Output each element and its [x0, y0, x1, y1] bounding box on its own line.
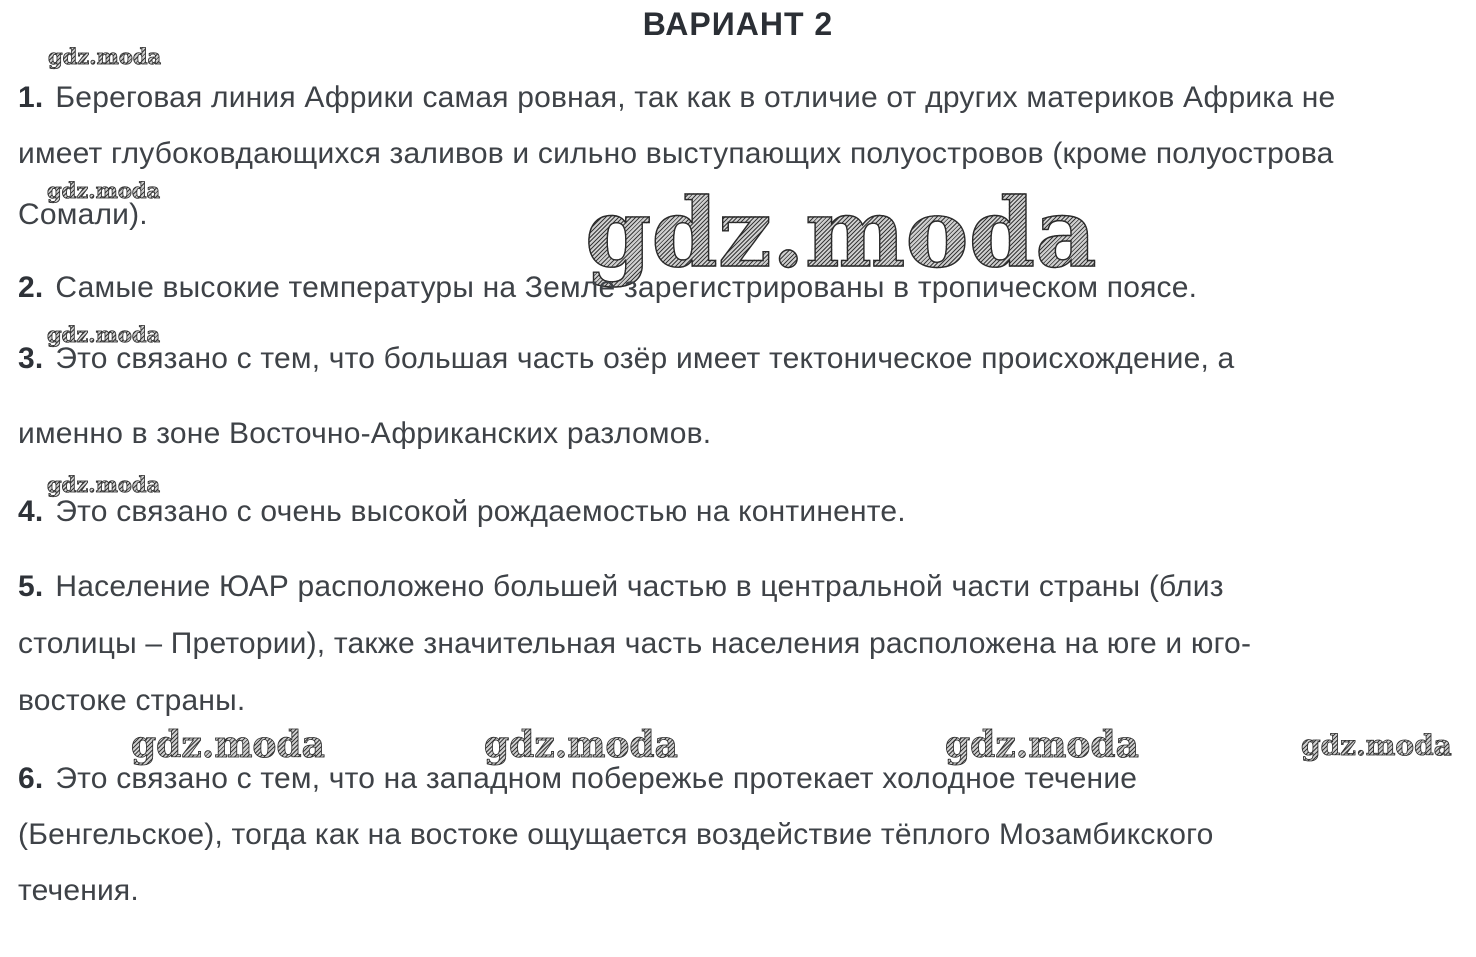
answer-line: [18, 570, 1224, 604]
answer-text: имеет глубоковдающихся заливов и сильно выступающих полуостровов (кроме полуострова: [18, 137, 1334, 170]
answer-text: Население ЮАР расположено большей частью в центральной части страны (близ: [55, 570, 1224, 603]
gdz-moda-watermark: gdz.moda: [1301, 729, 1452, 762]
answer-number: 4.: [18, 495, 44, 528]
gdz-moda-watermark: gdz.moda: [48, 44, 162, 69]
answer-text: Это связано с тем, что на западном побережье протекает холодное течение: [55, 762, 1138, 795]
gdz-moda-watermark: gdz.moda: [47, 178, 161, 203]
gdz-moda-watermark: gdz.moda: [47, 472, 161, 497]
page-title: ВАРИАНТ 2: [642, 6, 834, 42]
answer-number: 2.: [18, 271, 44, 304]
gdz-moda-watermark: gdz.moda: [484, 724, 678, 766]
answer-number: 3.: [18, 342, 44, 375]
answer-text: столицы – Претории), также значительная часть населения расположена на юге и юго-: [18, 627, 1252, 660]
answer-line: [18, 81, 1335, 115]
answer-text: Сомали).: [18, 198, 148, 231]
answer-text: Самые высокие температуры на Земле зарегистрированы в тропическом поясе.: [55, 271, 1198, 304]
gdz-moda-watermark: gdz.moda: [47, 322, 161, 347]
answer-line: [18, 271, 1197, 305]
answer-text: Это связано с тем, что большая часть озёр имеет тектоническое происхождение, а: [55, 342, 1235, 375]
gdz-moda-watermark: gdz.moda: [945, 724, 1139, 766]
answer-text: востоке страны.: [18, 684, 246, 717]
answer-number: 5.: [18, 570, 44, 603]
answer-text: (Бенгельское), тогда как на востоке ощущается воздействие тёплого Мозамбикского: [18, 818, 1214, 851]
answer-line: [18, 684, 245, 718]
answer-text: именно в зоне Восточно-Африканских разломов.: [18, 417, 712, 450]
answer-line: [18, 137, 1334, 171]
answer-number: 1.: [18, 81, 44, 114]
answer-text: Береговая линия Африки самая ровная, так как в отличие от других материков Африка не: [55, 81, 1336, 114]
answer-line: [18, 762, 1137, 796]
answer-line: [18, 417, 711, 451]
gdz-moda-watermark: gdz.moda: [131, 724, 325, 766]
answer-line: [18, 627, 1251, 661]
gdz-moda-watermark-large: gdz.moda: [585, 178, 1097, 289]
answer-line: [18, 198, 148, 232]
answer-text: течения.: [18, 874, 139, 907]
answer-line: [18, 495, 906, 529]
answer-line: [18, 342, 1234, 376]
answer-text: Это связано с очень высокой рождаемостью на континенте.: [55, 495, 906, 528]
answer-line: [18, 818, 1214, 852]
answer-line: [18, 874, 139, 908]
answer-number: 6.: [18, 762, 44, 795]
